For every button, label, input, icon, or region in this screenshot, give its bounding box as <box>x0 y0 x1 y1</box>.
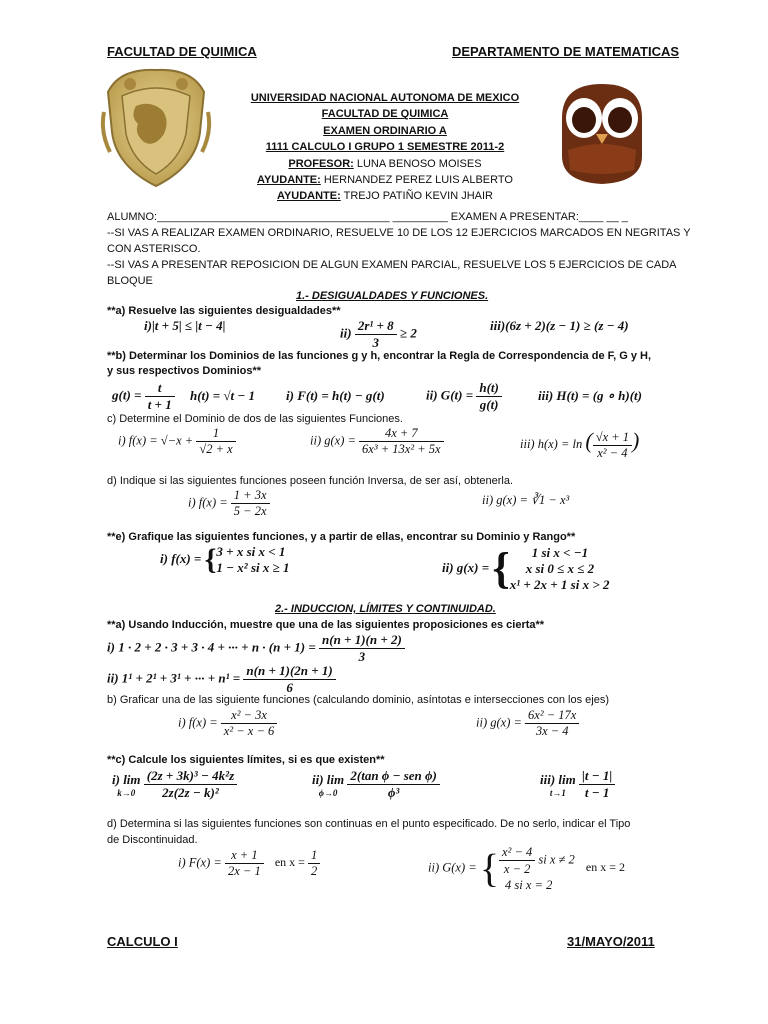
s2-d-prompt-2: de Discontinuidad. <box>107 834 198 846</box>
s1-b-ii-fraction <box>476 380 502 413</box>
frac-den: 6 <box>243 679 335 696</box>
frac-num: 1 <box>311 848 318 862</box>
s1-e-i-label: i) f(x) = <box>160 550 202 566</box>
s2-c-i <box>112 768 237 801</box>
s1-b-iii: iii) H(t) = (g ∘ h)(t) <box>538 388 642 403</box>
s1-a-i: i)|t + 5| ≤ |t − 4| <box>144 318 226 333</box>
faculty-name: FACULTAD DE QUIMICA <box>321 108 449 121</box>
s2-d-i-label: i) F(x) = <box>178 855 222 870</box>
section1-title: 1.- DESIGUALDADES Y FUNCIONES. <box>296 290 489 302</box>
case-row: x si 0 ≤ x ≤ 2 <box>525 561 595 576</box>
frac-num: 1 <box>212 426 220 440</box>
s2-c-i-lim <box>112 772 141 798</box>
s1-b-i: i) F(t) = h(t) − g(t) <box>286 388 385 403</box>
s2-c-iii-lim <box>540 772 576 798</box>
case-row: 1 − x² si x ≥ 1 <box>216 560 290 575</box>
lim-sub: ϕ→0 <box>318 787 338 798</box>
frac-den: t + 1 <box>145 396 175 413</box>
professor-label: PROFESOR: <box>288 157 354 170</box>
frac-num: 6x² − 17x <box>528 708 577 722</box>
case-row: 3 + x si x < 1 <box>216 544 286 559</box>
s1-c-iii-fraction <box>593 430 632 461</box>
s1-b-ii <box>426 380 502 413</box>
s1-c-prompt: c) Determine el Dominio de dos de las siguientes Funciones. <box>107 413 403 425</box>
s2-a-prompt: **a) Usando Inducción, muestre que una de las siguientes proposiciones es cierta** <box>107 619 545 631</box>
s1-b-g-label: g(t) = <box>112 387 142 403</box>
s2-a-i <box>107 632 405 665</box>
s2-b-prompt: b) Graficar una de las siguiente funciones (calculando dominio, asíntotas e intersecciones con los ejes) <box>107 694 609 706</box>
s2-c-ii <box>312 768 440 801</box>
s1-a-ii-post: ≥ 2 <box>399 325 417 341</box>
instruction-2a: --SI VAS A PRESENTAR REPOSICION DE ALGUN EXAMEN PARCIAL, RESUELVE LOS 5 EJERCICIOS DE CADA <box>107 259 677 271</box>
s1-b-g-fraction <box>145 380 175 413</box>
s1-e-i <box>160 544 290 576</box>
frac-num: 1 + 3x <box>233 488 267 502</box>
section2-title: 2.- INDUCCION, LÍMITES Y CONTINUIDAD. <box>275 603 496 615</box>
s1-e-i-cases <box>216 544 289 576</box>
brace-icon: { <box>479 845 500 891</box>
frac-num: n(n + 1)(n + 2) <box>322 632 402 647</box>
frac-den: t − 1 <box>579 784 615 801</box>
s1-c-i <box>118 426 236 457</box>
case-row: 4 si x = 2 <box>505 878 553 892</box>
s2-c-iii-fraction <box>579 768 615 801</box>
lim-label: iii) lim <box>540 771 576 787</box>
s1-d-i-fraction <box>231 488 270 519</box>
frac-num: |t − 1| <box>582 768 613 783</box>
frac-den: 2 <box>308 863 320 879</box>
frac-den: x² − 4 <box>593 445 632 461</box>
frac-den: 5 − 2x <box>231 503 270 519</box>
assistant2-line <box>230 188 540 204</box>
s2-c-ii-lim <box>312 772 344 798</box>
s1-d-prompt: d) Indique si las siguientes funciones poseen función Inversa, de ser así, obtenerla. <box>107 475 514 487</box>
lim-label: i) lim <box>112 771 141 787</box>
instruction-2b: BLOQUE <box>107 275 153 287</box>
assistant2-label: AYUDANTE: <box>277 190 341 203</box>
paren-open: ( <box>585 428 593 453</box>
s2-b-i-label: i) f(x) = <box>178 715 218 730</box>
s1-d-i-label: i) f(x) = <box>188 495 228 510</box>
unam-coat-of-arms-icon <box>100 62 212 190</box>
s2-d-ii-cases <box>499 844 575 893</box>
frac-num: t <box>157 380 162 395</box>
s1-c-i-label: i) f(x) = √−x + <box>118 433 194 448</box>
s1-e-ii-cases <box>510 545 610 593</box>
s1-c-iii-label: iii) h(x) = ln <box>520 437 583 451</box>
lim-sub: k→0 <box>117 787 136 798</box>
frac-num: x² − 4 <box>502 845 533 859</box>
exam-name: EXAMEN ORDINARIO A <box>323 124 447 137</box>
assistant1-label: AYUDANTE: <box>257 174 321 187</box>
s1-b-prompt-2: y sus respectivos Dominios** <box>107 365 262 377</box>
s2-a-i-fraction <box>319 632 405 665</box>
s1-d-i <box>188 488 270 519</box>
frac-den: 3 <box>355 334 397 351</box>
case-row: x¹ + 2x + 1 si x > 2 <box>509 577 610 592</box>
s2-d-i-at-fraction <box>308 848 320 879</box>
s2-d-ii-label: ii) G(x) = <box>428 860 477 875</box>
lim-label: ii) lim <box>312 771 345 787</box>
s1-c-i-fraction <box>196 426 235 457</box>
s1-a-iii: iii)(6z + 2)(z − 1) ≥ (z − 4) <box>490 318 629 333</box>
frac-num: 2r¹ + 8 <box>357 318 394 333</box>
frac-num: √x + 1 <box>595 429 630 444</box>
frac-den: x − 2 <box>499 860 535 877</box>
s1-e-ii <box>442 545 610 593</box>
s2-d-i-at: en x = <box>274 855 305 870</box>
s2-b-i-fraction <box>221 708 277 739</box>
professor-name: LUNA BENOSO MOISES <box>353 157 482 170</box>
s1-a-prompt: **a) Resuelve las siguientes desigualdades** <box>107 305 341 317</box>
s2-d-i <box>178 848 320 879</box>
brace-icon: { <box>204 543 217 576</box>
s2-d-i-fraction <box>225 848 264 879</box>
assistant1-name: HERNANDEZ PEREZ LUIS ALBERTO <box>320 174 513 187</box>
s2-c-i-fraction <box>144 768 237 801</box>
case-row <box>499 844 575 877</box>
s2-b-i <box>178 708 277 739</box>
s2-b-ii-fraction <box>525 708 579 739</box>
course-name: 1111 CALCULO I GRUPO 1 SEMESTRE 2011-2 <box>265 141 505 154</box>
frac-num: x + 1 <box>231 848 258 862</box>
s2-d-ii-fraction <box>499 844 535 877</box>
alumno-line: ALUMNO:______________________________________ _________ EXAMEN A PRESENTAR:____ __ _ <box>107 211 628 223</box>
frac-den: 6x³ + 13x² + 5x <box>359 441 444 457</box>
lim-sub: t→1 <box>549 787 566 798</box>
frac-den: g(t) <box>476 396 502 413</box>
frac-den: √2 + x <box>196 441 235 457</box>
frac-num: 2(tan ϕ − sen ϕ) <box>350 768 437 783</box>
assistant2-name: TREJO PATIÑO KEVIN JHAIR <box>340 190 493 203</box>
frac-num: n(n + 1)(2n + 1) <box>246 663 333 678</box>
s1-e-prompt: **e) Grafique las siguientes funciones, y a partir de ellas, encontrar su Dominio y Rango** <box>107 531 576 543</box>
instruction-1a: --SI VAS A REALIZAR EXAMEN ORDINARIO, RESUELVE 10 DE LOS 12 EJERCICIOS MARCADOS EN NEGRITAS Y <box>107 227 691 239</box>
header-right: DEPARTAMENTO DE MATEMATICAS <box>452 44 680 59</box>
frac-den: 2z(2z − k)² <box>144 784 237 801</box>
s2-a-ii <box>107 663 336 696</box>
exam-title-block <box>230 90 540 205</box>
s1-c-ii-label: ii) g(x) = <box>310 433 356 448</box>
s2-d-ii-at: en x = 2 <box>585 860 625 875</box>
s2-c-prompt: **c) Calcule los siguientes límites, si es que existen** <box>107 754 385 766</box>
s1-b-ii-label: ii) G(t) = <box>426 387 474 403</box>
s1-d-ii: ii) g(x) = ∛1 − x³ <box>482 493 570 507</box>
s2-a-ii-fraction <box>243 663 335 696</box>
professor-line <box>230 156 540 172</box>
s2-d-prompt-1: d) Determina si las siguientes funciones son continuas en el punto especificado. De no serlo, indicar el Tipo <box>107 818 631 830</box>
frac-den: 3 <box>319 648 405 665</box>
frac-den: 3x − 4 <box>525 723 579 739</box>
s1-c-ii-fraction <box>359 426 444 457</box>
s1-e-ii-label: ii) g(x) = <box>442 559 490 575</box>
brace-icon: { <box>492 544 510 593</box>
paren-close: ) <box>632 428 640 453</box>
frac-num: x² − 3x <box>231 708 267 722</box>
s2-b-ii-label: ii) g(x) = <box>476 715 522 730</box>
footer-left: CALCULO I <box>107 934 178 949</box>
frac-num: 4x + 7 <box>384 426 418 440</box>
s1-c-ii <box>310 426 444 457</box>
s2-a-ii-label: ii) 1¹ + 2¹ + 3¹ + ··· + n¹ = <box>107 670 241 686</box>
frac-num: (2z + 3k)³ − 4k²z <box>146 768 235 783</box>
case-row: 1 si x < −1 <box>531 545 589 560</box>
instruction-1b: CON ASTERISCO. <box>107 243 201 255</box>
frac-den: ϕ³ <box>347 784 439 801</box>
s2-c-ii-fraction <box>347 768 439 801</box>
assistant1-line <box>230 172 540 188</box>
s1-b-h: h(t) = √t − 1 <box>190 388 256 403</box>
s1-c-iii <box>520 428 639 461</box>
case-cond: si x ≠ 2 <box>538 852 575 867</box>
university-name: UNIVERSIDAD NACIONAL AUTONOMA DE MEXICO <box>250 92 520 104</box>
s1-b-g <box>112 380 175 413</box>
s1-b-prompt-1: **b) Determinar los Dominios de las funciones g y h, encontrar la Regla de Correspondencia de F, G y H, <box>107 350 652 362</box>
s2-b-ii <box>476 708 579 739</box>
frac-den: x² − x − 6 <box>221 723 277 739</box>
s2-d-ii <box>428 844 625 893</box>
frac-num: h(t) <box>479 380 499 395</box>
s1-a-ii <box>340 318 417 351</box>
footer-right: 31/MAYO/2011 <box>567 934 655 949</box>
s1-a-ii-label: ii) <box>340 325 352 341</box>
owl-logo-icon <box>556 78 648 188</box>
frac-den: 2x − 1 <box>225 863 264 879</box>
s1-a-ii-fraction <box>355 318 397 351</box>
s2-a-i-label: i) 1 · 2 + 2 · 3 + 3 · 4 + ··· + n · (n + 1) = <box>107 639 316 655</box>
header-left: FACULTAD DE QUIMICA <box>107 44 257 59</box>
s2-c-iii <box>540 768 615 801</box>
